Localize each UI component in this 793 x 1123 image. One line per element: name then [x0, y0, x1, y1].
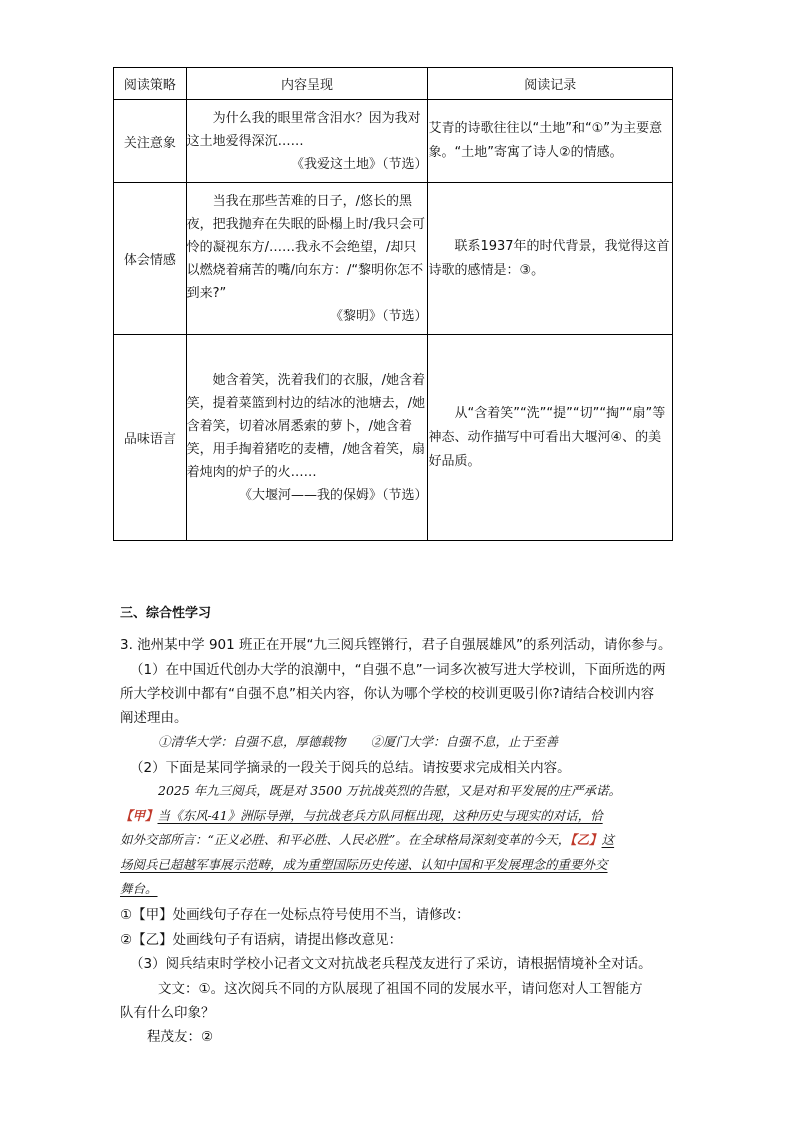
- table-row: [114, 183, 673, 335]
- table-row: [114, 335, 673, 541]
- record-cell: 联系1937年的时代背景，我觉得这首诗歌的感情是：③。: [428, 183, 673, 335]
- question-3-2: （2）下面是某同学摘录的一段关于阅兵的总结。请按要求完成相关内容。: [130, 760, 571, 776]
- record-cell: 艾青的诗歌往往以“土地”和“①”为主要意象。“土地”寄寓了诗人②的情感。: [428, 100, 673, 183]
- poem-cell: [186, 335, 428, 541]
- dialog-line-2: 队有什么印象？: [120, 1005, 215, 1021]
- question-3-1-line3: 阐述理由。: [120, 710, 188, 726]
- poem-cell: [186, 183, 428, 335]
- passage-line-3: [120, 830, 614, 848]
- section-title: 三、综合性学习: [120, 606, 212, 621]
- school-mottos: ①清华大学：自强不息，厚德载物 ②厦门大学：自强不息，止于至善: [158, 734, 559, 749]
- table-row: [114, 100, 673, 183]
- question-3-1-line1: （1）在中国近代创办大学的浪潮中，“自强不息”一词多次被写进大学校训，下面所选的两: [130, 662, 666, 678]
- header-record: 阅读记录: [428, 68, 673, 100]
- passage-text: 如外交部所言：“正义必胜、和平必胜、人民必胜”。在全球格局深刻变革的今天，: [120, 832, 571, 847]
- reading-strategy-table: [113, 67, 673, 541]
- question-3-intro: 3. 池州某中学 901 班正在开展“九三阅兵铿锵行，君子自强展雄风”的系列活动，请你参与。: [120, 637, 672, 653]
- header-strategy: 阅读策略: [114, 68, 187, 100]
- task-2: ②【乙】处画线句子有语病，请提出修改意见：: [120, 932, 403, 948]
- header-content: 内容呈现: [186, 68, 428, 100]
- strategy-cell: 关注意象: [114, 100, 187, 183]
- task-1: ①【甲】处画线句子存在一处标点符号使用不当，请修改：: [120, 907, 470, 923]
- passage-line-2: [120, 806, 603, 824]
- dialog-line-1: 文文：①。这次阅兵不同的方队展现了祖国不同的发展水平，请问您对人工智能方: [158, 981, 643, 997]
- poem-text: 当我在那些苦难的日子，/悠长的黑夜，把我抛弃在失眠的卧榻上时/我只会可怜的凝视东方/……我永不会绝望，/却只以燃烧着痛苦的嘴/向东方：/“黎明你怎不到来?”: [186, 193, 426, 301]
- poem-text: 为什么我的眼里常含泪水？因为我对这土地爱得深沉……: [186, 110, 421, 149]
- yi-underlined-start: 这: [601, 832, 615, 847]
- jia-underlined-sentence: 当《东风-41》洲际导弹，与抗战老兵方队同框出现，这种历史与现实的对话，恰: [157, 808, 603, 823]
- passage-line-4: 场阅兵已超越军事展示范畴，成为重塑国际历史传递、认知中国和平发展理念的重要外交: [120, 857, 608, 872]
- dialog-line-3: 程茂友：②: [147, 1029, 214, 1045]
- poem-text: 她含着笑，洗着我们的衣服，/她含着笑，提着菜篮到村边的结冰的池塘去，/她含着笑，切着冰屑悉索的萝卜，/她含着笑，用手掏着猪吃的麦槽，/她含着笑，扇着炖肉的炉子的火……: [186, 372, 426, 480]
- record-cell: 从“含着笑”“洗”“提”“切”“掏”“扇”等神态、动作描写中可看出大堰河④、的美好品质。: [428, 335, 673, 541]
- poem-source: 《黎明》（节选）: [329, 308, 428, 324]
- jia-marker: 【甲】: [120, 808, 158, 823]
- table-header-row: [114, 68, 673, 100]
- poem-source: 《大堰河——我的保姆》（节选）: [238, 487, 428, 503]
- yi-marker: 【乙】: [570, 832, 602, 847]
- passage-line-1: 2025 年九三阅兵，既是对 3500 万抗战英烈的告慰，又是对和平发展的庄严承诺。: [158, 783, 622, 798]
- question-3-3: （3）阅兵结束时学校小记者文文对抗战老兵程茂友进行了采访，请根据情境补全对话。: [130, 956, 652, 972]
- strategy-cell: 品味语言: [114, 335, 187, 541]
- poem-source: 《我爱这土地》（节选）: [290, 156, 428, 172]
- question-3-1-line2: 所大学校训中都有“自强不息”相关内容，你认为哪个学校的校训更吸引你?请结合校训内容: [120, 686, 655, 702]
- poem-cell: [186, 100, 428, 183]
- strategy-cell: 体会情感: [114, 183, 187, 335]
- passage-line-5: 舞台。: [120, 881, 158, 896]
